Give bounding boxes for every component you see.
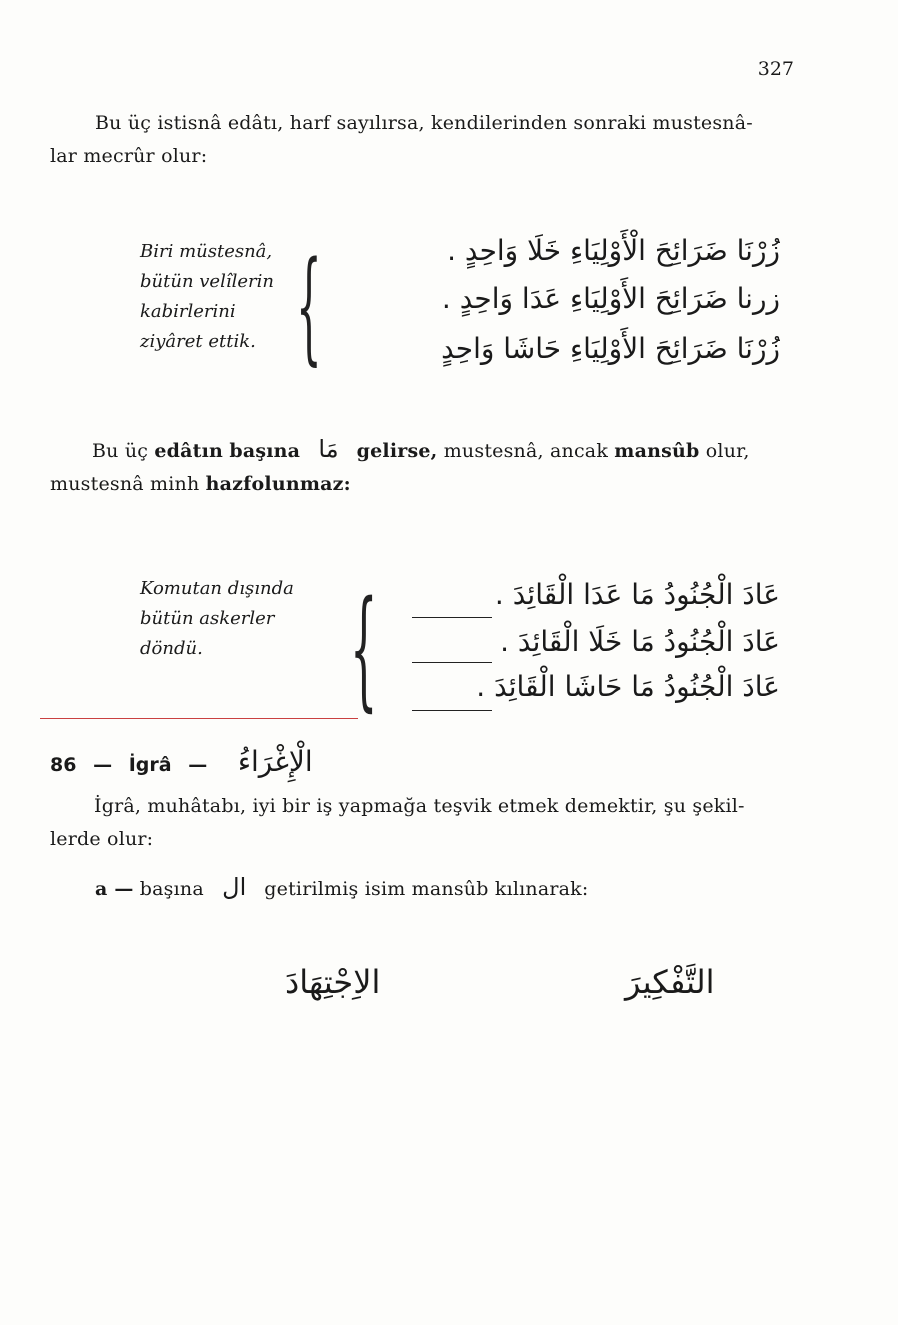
paragraph-3 [50,790,810,856]
section-arabic-title: الْإِغْرَاءُ [237,745,313,778]
dash: — [93,754,113,776]
text-span: başına [139,878,204,900]
section-number: 86 [50,754,77,776]
bold-text: mansûb [614,440,700,462]
example-1-gloss [140,237,310,357]
paragraph-2-line-2 [50,468,795,501]
arabic-example-line: عَادَ الْجُنُودُ مَا خَلَا الْقَائِدَ . [500,625,780,658]
paragraph-1-line-2: lar mecrûr olur: [50,145,208,167]
paragraph-2-line-1 [50,433,795,468]
bold-text: gelirse, [356,440,438,462]
item-label: a — [95,878,134,900]
brace-1: { [296,236,322,378]
gloss-line: Komutan dışında [140,578,294,599]
paragraph-4 [95,871,588,906]
paragraph-1-line-1: Bu üç istisnâ edâtı, harf sayılırsa, kendilerinden sonraki mustesnâ- [95,112,753,134]
page-number: 327 [757,58,794,80]
underline [412,662,492,663]
arabic-inline: ال [222,873,247,901]
arabic-example-word: التَّفْكِيرَ [625,963,715,1001]
paragraph-2 [50,433,795,501]
section-divider [40,718,358,719]
arabic-example-line: زُرْنَا ضَرَائِحَ الْأَوْلِيَاءِ خَلَا وَاحِدٍ . [447,234,780,267]
arabic-inline: مَا [318,435,339,463]
gloss-line: ziyâret ettik. [140,331,256,352]
dash: — [188,754,208,776]
paragraph-3-line-2: lerde olur: [50,828,154,850]
section-heading [50,745,313,778]
bold-text: başına [229,440,301,462]
text-span: getirilmiş isim mansûb kılınarak: [264,878,589,900]
bold-text: edâtın [154,440,224,462]
underline [412,617,492,618]
arabic-example-word: الاِجْتِهَادَ [285,963,381,1001]
gloss-line: bütün askerler [140,608,275,629]
paragraph-3-line-1: İgrâ, muhâtabı, iyi bir iş yapmağa teşvik etmek demektir, şu şekil- [94,795,745,817]
gloss-line: bütün velîlerin [140,271,274,292]
paragraph-1 [50,107,795,173]
arabic-example-line: زُرْنَا ضَرَائِحَ الأَوْلِيَاءِ حَاشَا وَاحِدٍ [441,332,780,365]
text-span: mustesnâ, ancak [443,440,609,462]
brace-2: { [350,573,378,725]
arabic-example-line: عَادَ الْجُنُودُ مَا حَاشَا الْقَائِدَ . [476,670,780,703]
text-span: Bu üç [92,440,149,462]
text-span: mustesnâ minh [50,473,200,495]
gloss-line: kabirlerini [140,301,236,322]
arabic-example-line: زرنا ضَرَائِحَ الأَوْلِيَاءِ عَدَا وَاحِدٍ . [441,282,780,315]
underline [412,710,492,711]
section-title: İgrâ [128,754,172,776]
arabic-example-line: عَادَ الْجُنُودُ مَا عَدَا الْقَائِدَ . [494,578,780,611]
example-2-gloss [140,574,340,664]
gloss-line: döndü. [140,638,203,659]
text-span: olur, [705,440,750,462]
gloss-line: Biri müstesnâ, [140,241,273,262]
bold-text: hazfolunmaz: [205,473,351,495]
